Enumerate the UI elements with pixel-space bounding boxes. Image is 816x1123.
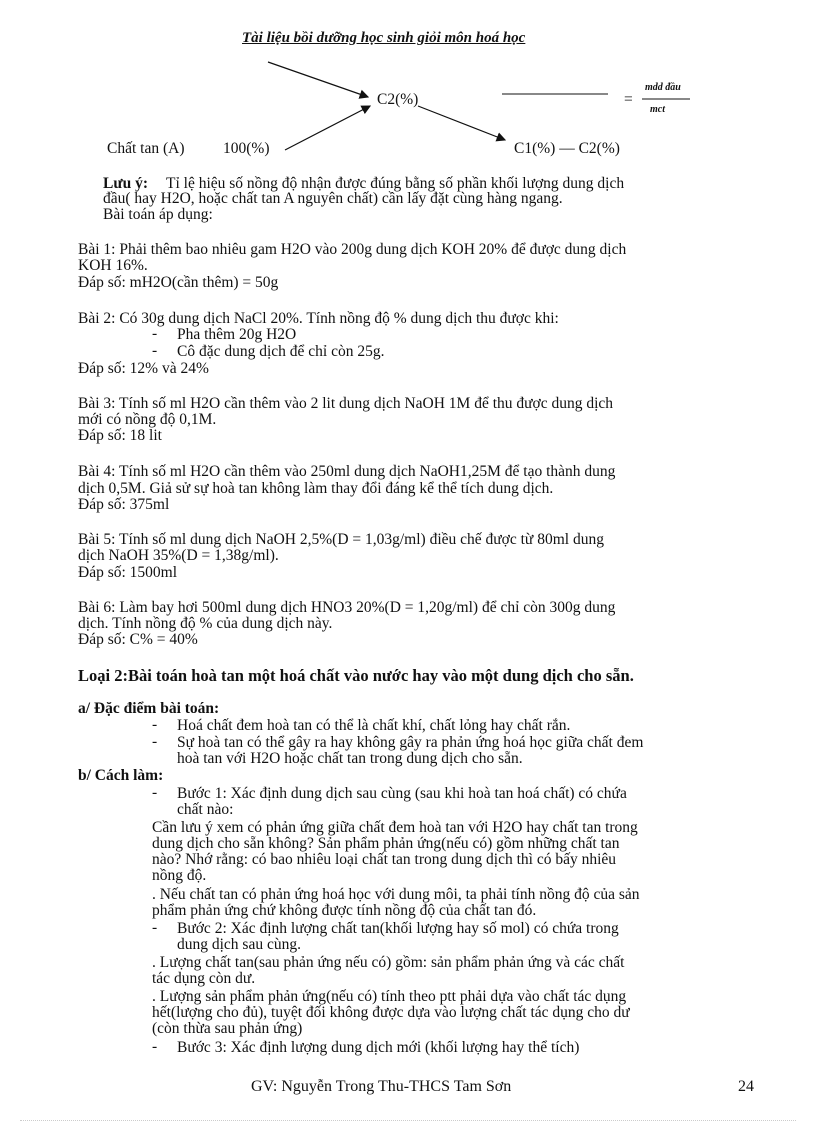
exercise-4-answer: Đáp số: 375ml xyxy=(78,496,170,513)
a-dash1: - xyxy=(152,716,158,733)
arrow-right xyxy=(418,106,505,140)
exercise-4-line2: dịch 0,5M. Giả sử sự hoà tan không làm thay đổi đáng kể thể tích dung dịch. xyxy=(78,480,554,497)
exercise-2-line1: Bài 2: Có 30g dung dịch NaCl 20%. Tính nồng độ % dung dịch thu được khi: xyxy=(78,310,559,327)
exercise-1-line2: KOH 16%. xyxy=(78,257,148,274)
note3-line2: tác dụng còn dư. xyxy=(152,970,256,987)
exercise-3-line1: Bài 3: Tính số ml H2O cần thêm vào 2 lit dung dịch NaOH 1M để thu được dung dịch xyxy=(78,395,614,412)
note1-line2: dung dịch cho sẵn không? Sản phẩm phản ứng(nếu có) gồm những chất tan xyxy=(152,835,620,852)
exercise-4-line1: Bài 4: Tính số ml H2O cần thêm vào 250ml dung dịch NaOH1,25M để tạo thành dung xyxy=(78,463,616,480)
footer-divider xyxy=(20,1120,796,1121)
note-apply: Bài toán áp dụng: xyxy=(103,206,213,223)
a-dash2: - xyxy=(152,733,158,750)
exercise-1-answer: Đáp số: mH2O(cần thêm) = 50g xyxy=(78,274,279,291)
diagram-solute-pct: 100(%) xyxy=(223,140,270,157)
note-label: Lưu ý: xyxy=(103,175,149,192)
exercise-2-sub2: Cô đặc dung dịch để chỉ còn 25g. xyxy=(177,343,385,360)
exercise-5-answer: Đáp số: 1500ml xyxy=(78,564,178,581)
exercise-2-dash1: - xyxy=(152,325,158,342)
step2-line2: dung dịch sau cùng. xyxy=(177,936,301,953)
page-number: 24 xyxy=(738,1078,754,1095)
note-text-line1: Tỉ lệ hiệu số nồng độ nhận được đúng bằng số phần khối lượng dung dịch xyxy=(166,175,625,192)
diagram-solute-label: Chất tan (A) xyxy=(107,140,185,157)
diagram-ratio-denominator: mct xyxy=(650,104,665,115)
type2-b-title: b/ Cách làm: xyxy=(78,767,164,784)
header-title: Tài liệu bồi dưỡng học sinh giỏi môn hoá học xyxy=(242,30,526,46)
note1-line1: Cần lưu ý xem có phản ứng giữa chất đem hoà tan với H2O hay chất tan trong xyxy=(152,819,638,836)
arrow-bottom xyxy=(285,106,370,150)
b-dash1: - xyxy=(152,784,158,801)
exercise-2-answer: Đáp số: 12% và 24% xyxy=(78,360,209,377)
type2-title: Loại 2:Bài toán hoà tan một hoá chất vào nước hay vào một dung dịch cho sẵn. xyxy=(78,666,634,685)
exercise-2-sub1: Pha thêm 20g H2O xyxy=(177,326,297,343)
step1-line2: chất nào: xyxy=(177,801,234,818)
diagram-c2: C2(%) xyxy=(377,91,419,108)
exercise-5-line2: dịch NaOH 35%(D = 1,38g/ml). xyxy=(78,547,279,564)
b-dash3: - xyxy=(152,1038,158,1055)
note3-line1: . Lượng chất tan(sau phản ứng nếu có) gồm: sản phẩm phản ứng và các chất xyxy=(152,954,625,971)
type2-a-title: a/ Đặc điểm bài toán: xyxy=(78,700,220,717)
exercise-1-line1: Bài 1: Phải thêm bao nhiêu gam H2O vào 200g dung dịch KOH 20% để được dung dịch xyxy=(78,241,627,258)
exercise-3-answer: Đáp số: 18 lit xyxy=(78,427,162,444)
a-item2-line1: Sự hoà tan có thể gây ra hay không gây ra phản ứng hoá học giữa chất đem xyxy=(177,734,644,751)
b-dash2: - xyxy=(152,919,158,936)
diagram-equals: = xyxy=(624,91,633,108)
note-text-line2: đầu( hay H2O, hoặc chất tan A nguyên chất) cần lấy đặt cùng hàng ngang. xyxy=(103,190,563,207)
note1-line4: nồng độ. xyxy=(152,867,207,884)
exercise-5-line1: Bài 5: Tính số ml dung dịch NaOH 2,5%(D = 1,03g/ml) điều chế được từ 80ml dung xyxy=(78,531,604,548)
step2-line1: Bước 2: Xác định lượng chất tan(khối lượng hay số mol) có chứa trong xyxy=(177,920,619,937)
diagram-diff: C1(%) — C2(%) xyxy=(514,140,620,157)
note4-line1: . Lượng sản phẩm phản ứng(nếu có) tính theo ptt phải dựa vào chất tác dụng xyxy=(152,988,627,1005)
note4-line3: (còn thừa sau phản ứng) xyxy=(152,1020,303,1037)
a-item2-line2: hoà tan với H2O hoặc chất tan trong dung dịch cho sẵn. xyxy=(177,750,523,767)
exercise-6-line2: dịch. Tính nồng độ % của dung dịch này. xyxy=(78,615,333,632)
step3: Bước 3: Xác định lượng dung dịch mới (khối lượng hay thể tích) xyxy=(177,1039,580,1056)
diagram-ratio-numerator: mdd đầu xyxy=(645,82,681,93)
note2-line2: phẩm phản ứng chứ không được tính nồng độ của chất tan đó. xyxy=(152,902,537,919)
arrow-top xyxy=(268,62,368,97)
footer-author: GV: Nguyễn Trong Thu-THCS Tam Sơn xyxy=(251,1078,512,1095)
note4-line2: hết(lượng cho đủ), tuyệt đối không được dựa vào lượng chất tác dụng cho dư xyxy=(152,1004,630,1021)
note1-line3: nào? Nhớ rằng: có bao nhiêu loại chất tan trong dung dịch thì có bấy nhiêu xyxy=(152,851,617,868)
exercise-2-dash2: - xyxy=(152,342,158,359)
exercise-6-line1: Bài 6: Làm bay hơi 500ml dung dịch HNO3 20%(D = 1,20g/ml) để chỉ còn 300g dung xyxy=(78,599,616,616)
a-item1: Hoá chất đem hoà tan có thể là chất khí, chất lỏng hay chất rắn. xyxy=(177,717,571,734)
exercise-6-answer: Đáp số: C% = 40% xyxy=(78,631,198,648)
step1-line1: Bước 1: Xác định dung dịch sau cùng (sau khi hoà tan hoá chất) có chứa xyxy=(177,785,627,802)
exercise-3-line2: mới có nồng độ 0,1M. xyxy=(78,411,217,428)
note2-line1: . Nếu chất tan có phản ứng hoá học với dung môi, ta phải tính nồng độ của sản xyxy=(152,886,640,903)
